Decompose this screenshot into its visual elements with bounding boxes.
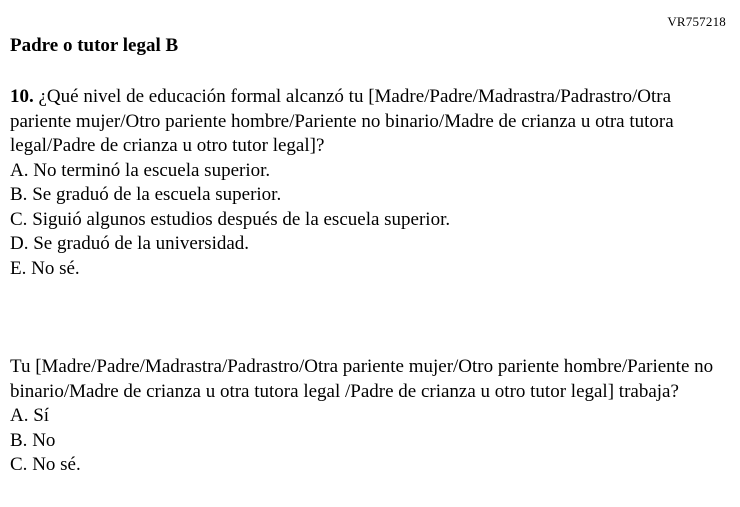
option-text: Sí [33, 405, 50, 426]
section-title: Padre o tutor legal B [10, 35, 179, 56]
question-10 [10, 85, 732, 281]
option-letter: B. [10, 429, 28, 451]
option-letter: E. [10, 257, 27, 279]
option-e[interactable] [10, 257, 732, 282]
question-10-text: ¿Qué nivel de educación formal alcanzó tu [Madre/Padre/Madrastra/Padrastro/Otra pariente mujer/Otro pariente hombre/Pariente no binario/Madre de crianza u otra tutora legal/Padre de crianza u otro tutor legal]? [10, 86, 674, 156]
option-text: Siguió algunos estudios después de la escuela superior. [32, 208, 451, 230]
option-text: No sé. [31, 257, 80, 279]
option-d[interactable] [10, 232, 732, 257]
option-text: Se graduó de la escuela superior. [32, 184, 282, 205]
question-number: 10. [10, 86, 34, 107]
option-a[interactable] [10, 159, 732, 184]
option-letter: D. [10, 233, 29, 254]
option-letter: A. [10, 405, 29, 426]
document-id: VR757218 [667, 14, 726, 29]
option-text: No terminó la escuela superior. [33, 159, 271, 181]
question-works-options [10, 404, 732, 478]
option-letter: A. [10, 159, 29, 181]
option-text: Se graduó de la universidad. [33, 233, 250, 254]
option-letter: B. [10, 184, 28, 205]
question-10-prompt [10, 85, 732, 159]
option-a[interactable] [10, 404, 732, 429]
option-letter: C. [10, 454, 28, 475]
option-b[interactable] [10, 183, 732, 208]
question-works-text: Tu [Madre/Padre/Madrastra/Padrastro/Otra pariente mujer/Otro pariente hombre/Pariente no binario/Madre de crianza u otra tutora legal /Padre de crianza u otro tutor legal] trabaja? [10, 356, 714, 402]
option-b[interactable] [10, 429, 732, 454]
option-letter: C. [10, 208, 28, 230]
question-works [10, 355, 732, 478]
option-c[interactable] [10, 453, 732, 478]
question-10-options [10, 159, 732, 282]
option-c[interactable] [10, 208, 732, 233]
option-text: No [32, 429, 56, 451]
option-text: No sé. [32, 454, 81, 475]
